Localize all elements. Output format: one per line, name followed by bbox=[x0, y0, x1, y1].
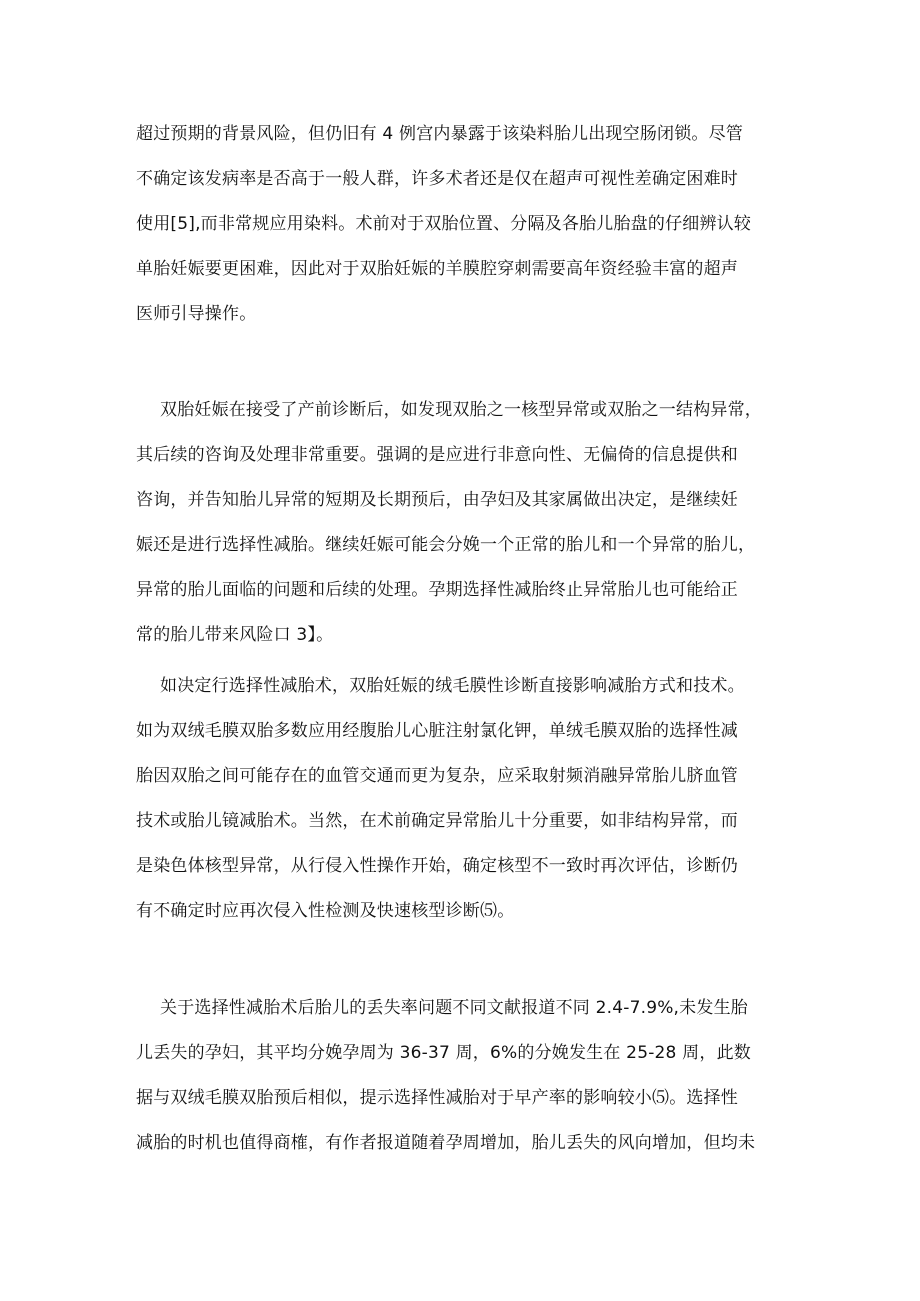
paragraph-4-line-4: 减胎的时机也值得商榷，有作者报道随着孕周增加，胎儿丢失的风向增加，但均未 bbox=[136, 1133, 756, 1153]
paragraph-2-line-1: 双胎妊娠在接受了产前诊断后，如发现双胎之一核型异常或双胎之一结构异常， bbox=[160, 400, 762, 420]
paragraph-4-line-2: 儿丢失的孕妇，其平均分娩孕周为 36-37 周，6%的分娩发生在 25-28 周，此数 bbox=[136, 1043, 751, 1063]
paragraph-2-line-6: 常的胎儿带来风险口 3】。 bbox=[136, 625, 334, 645]
paragraph-3-line-1: 如决定行选择性减胎术，双胎妊娠的绒毛膜性诊断直接影响减胎方式和技术。 bbox=[160, 676, 745, 696]
paragraph-1-line-3: 使用[5],而非常规应用染料。术前对于双胎位置、分隔及各胎儿胎盘的仔细辨认较 bbox=[136, 214, 752, 234]
paragraph-2-line-5: 异常的胎儿面临的问题和后续的处理。孕期选择性减胎终止异常胎儿也可能给正 bbox=[136, 580, 738, 600]
paragraph-3-line-6: 有不确定时应再次侵入性检测及快速核型诊断⑸。 bbox=[136, 901, 515, 921]
paragraph-4-line-3: 据与双绒毛膜双胎预后相似，提示选择性减胎对于早产率的影响较小⑸。选择性 bbox=[136, 1088, 738, 1108]
paragraph-2-line-4: 娠还是进行选择性减胎。继续妊娠可能会分娩一个正常的胎儿和一个异常的胎儿， bbox=[136, 535, 756, 555]
paragraph-1-line-4: 单胎妊娠要更困难，因此对于双胎妊娠的羊膜腔穿刺需要高年资经验丰富的超声 bbox=[136, 259, 738, 279]
paragraph-1-line-5: 医师引导操作。 bbox=[136, 304, 257, 324]
paragraph-1-line-2: 不确定该发病率是否高于一般人群，许多术者还是仅在超声可视性差确定困难时 bbox=[136, 169, 738, 189]
paragraph-1-line-1: 超过预期的背景风险，但仍旧有 4 例宫内暴露于该染料胎儿出现空肠闭锁。尽管 bbox=[136, 124, 744, 144]
paragraph-4-line-1: 关于选择性减胎术后胎儿的丢失率问题不同文献报道不同 2.4-7.9%,未发生胎 bbox=[160, 998, 748, 1018]
paragraph-3-line-3: 胎因双胎之间可能存在的血管交通而更为复杂，应采取射频消融异常胎儿脐血管 bbox=[136, 766, 738, 786]
paragraph-2-line-2: 其后续的咨询及处理非常重要。强调的是应进行非意向性、无偏倚的信息提供和 bbox=[136, 445, 738, 465]
paragraph-3-line-2: 如为双绒毛膜双胎多数应用经腹胎儿心脏注射氯化钾，单绒毛膜双胎的选择性减 bbox=[136, 721, 738, 741]
paragraph-3-line-4: 技术或胎儿镜减胎术。当然，在术前确定异常胎儿十分重要，如非结构异常，而 bbox=[136, 811, 738, 831]
paragraph-2-line-3: 咨询，并告知胎儿异常的短期及长期预后，由孕妇及其家属做出决定，是继续妊 bbox=[136, 490, 738, 510]
paragraph-3-line-5: 是染色体核型异常，从行侵入性操作开始，确定核型不一致时再次评估，诊断仍 bbox=[136, 856, 738, 876]
